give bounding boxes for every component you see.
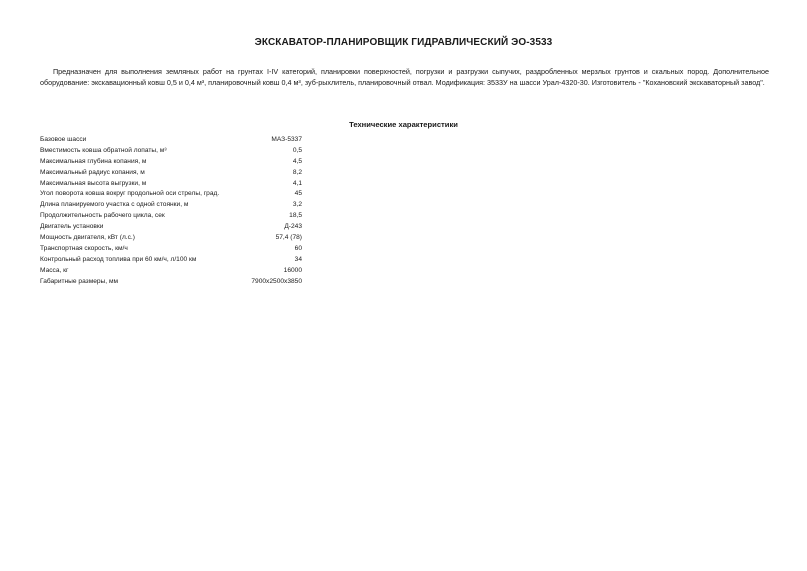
- spec-value: 18,5: [289, 212, 302, 220]
- spec-label: Контрольный расход топлива при 60 км/ч, л/100 км: [40, 255, 197, 263]
- specs-heading: Технические характеристики: [349, 120, 458, 129]
- spec-value: 57,4 (78): [275, 233, 302, 241]
- spec-value: 4,5: [292, 157, 302, 165]
- table-row: [40, 145, 302, 156]
- spec-value: Д-243: [284, 223, 302, 231]
- spec-value: 45: [294, 190, 302, 198]
- spec-value: 16000: [283, 266, 302, 274]
- spec-value: 60: [294, 244, 302, 252]
- spec-value: 3,2: [292, 201, 302, 209]
- description-paragraph: Предназначен для выполнения земляных работ на грунтах I-IV категорий, планировки поверхностей, погрузки и разгрузки сыпучих, раздробленных мерзлых грунтов и скальных пород. Дополнительное оборудование: экскавационный ковш 0,5 и 0,4 м³, планировочный ковш 0,4 м³, зуб-рыхлитель, планировочный отвал. Модификация: 3533У на шасси Урал-4320-30. Изготовитель - "Кохановский экскаваторный завод".: [40, 67, 769, 87]
- specs-table: [40, 134, 302, 286]
- table-row: [40, 199, 302, 210]
- spec-label: Длина планируемого участка с одной стоянки, м: [40, 201, 189, 209]
- spec-label: Габаритные размеры, мм: [40, 277, 119, 285]
- spec-value: 4,1: [292, 179, 302, 187]
- spec-label: Продолжительность рабочего цикла, сек: [40, 212, 165, 220]
- table-row: [40, 156, 302, 167]
- table-row: [40, 232, 302, 243]
- spec-label: Максимальная глубина копания, м: [40, 157, 147, 165]
- spec-value: 8,2: [292, 168, 302, 176]
- spec-label: Максимальный радиус копания, м: [40, 168, 145, 176]
- table-row: [40, 167, 302, 178]
- table-row: [40, 134, 302, 145]
- spec-label: Базовое шасси: [40, 135, 87, 143]
- spec-label: Двигатель установки: [40, 223, 104, 231]
- table-row: [40, 210, 302, 221]
- spec-label: Масса, кг: [40, 266, 69, 274]
- spec-label: Угол поворота ковша вокруг продольной оси стрелы, град.: [40, 190, 220, 198]
- spec-value: 7900x2500x3850: [251, 277, 302, 285]
- table-row: [40, 188, 302, 199]
- document-title: ЭКСКАВАТОР-ПЛАНИРОВЩИК ГИДРАВЛИЧЕСКИЙ ЭО-3533: [254, 37, 553, 48]
- spec-value: 34: [294, 255, 302, 263]
- spec-label: Вместимость ковша обратной лопаты, м³: [40, 146, 167, 154]
- table-row: [40, 243, 302, 254]
- spec-value: 0,5: [292, 146, 302, 154]
- spec-label: Максимальная высота выгрузки, м: [40, 179, 147, 187]
- table-row: [40, 276, 302, 287]
- spec-label: Мощность двигателя, кВт (л.с.): [40, 233, 135, 241]
- table-row: [40, 221, 302, 232]
- spec-label: Транспортная скорость, км/ч: [40, 244, 128, 252]
- table-row: [40, 265, 302, 276]
- table-row: [40, 254, 302, 265]
- table-row: [40, 178, 302, 189]
- spec-value: МАЗ-5337: [271, 135, 302, 143]
